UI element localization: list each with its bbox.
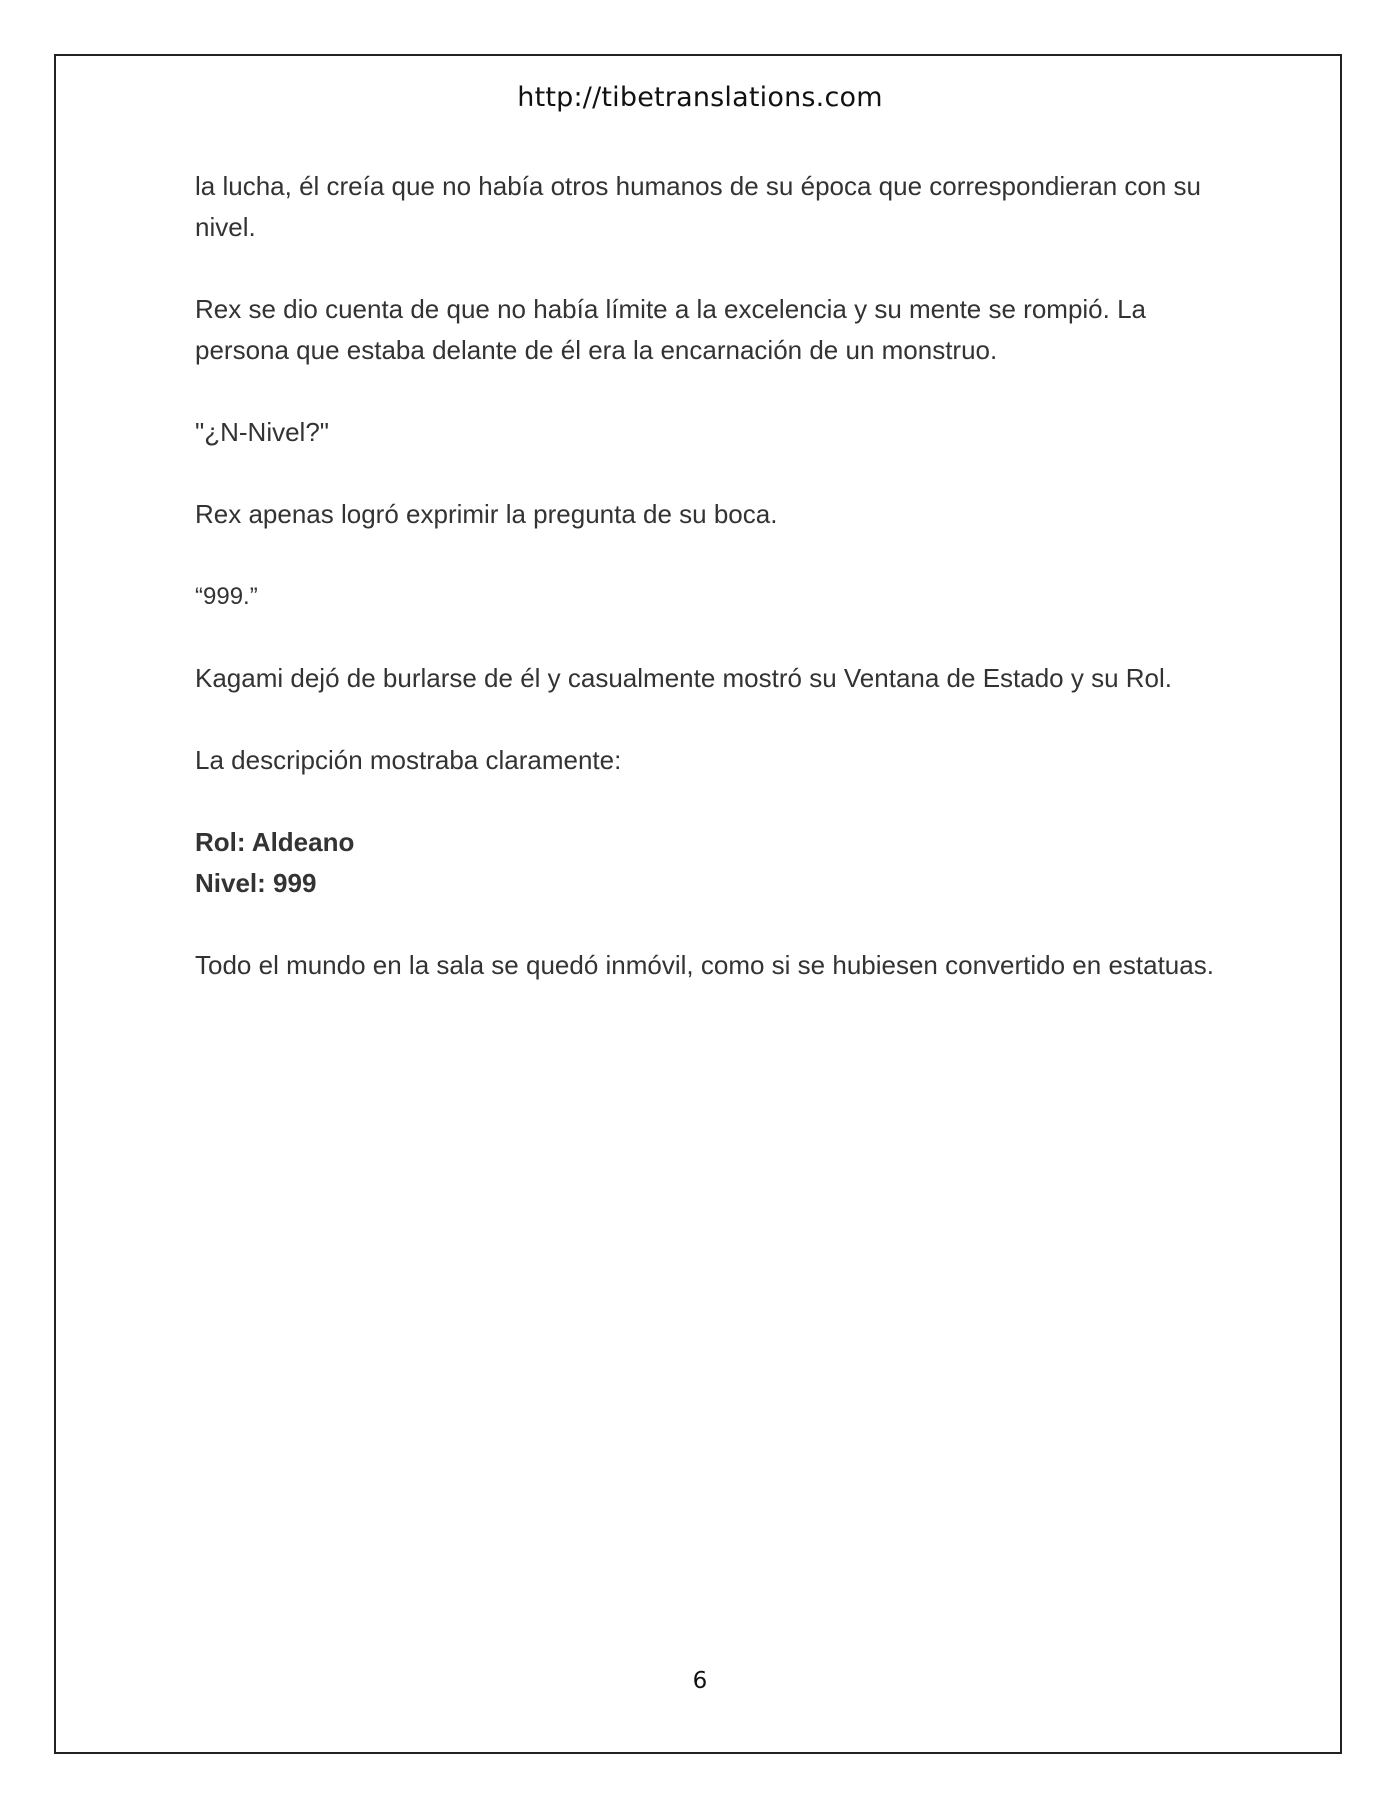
closing-paragraph: Todo el mundo en la sala se quedó inmóvil, como si se hubiesen convertido en estatuas. — [195, 950, 1214, 980]
status-role-line: Rol: Aldeano — [195, 827, 355, 857]
paragraph-6: Kagami dejó de burlarse de él y casualmente mostró su Ventana de Estado y su Rol. — [195, 663, 1173, 693]
paragraph-1: la lucha, él creía que no había otros humanos de su época que correspondieran con su nivel. — [195, 171, 1202, 242]
header-url: http://tibetranslations.com — [517, 82, 883, 113]
page-number: 6 — [692, 1668, 708, 1694]
paragraph-4: Rex apenas logró exprimir la pregunta de su boca. — [195, 499, 778, 529]
document-body — [195, 166, 1215, 986]
paragraph-7: La descripción mostraba claramente: — [195, 745, 622, 775]
paragraph-2: Rex se dio cuenta de que no había límite a la excelencia y su mente se rompió. La persona que estaba delante de él era la encarnación de un monstruo. — [195, 294, 1147, 365]
paragraph-5: “999.” — [195, 583, 258, 610]
status-block — [195, 822, 1215, 904]
status-level-line: Nivel: 999 — [195, 868, 317, 898]
paragraph-3: "¿N-Nivel?" — [195, 417, 330, 447]
